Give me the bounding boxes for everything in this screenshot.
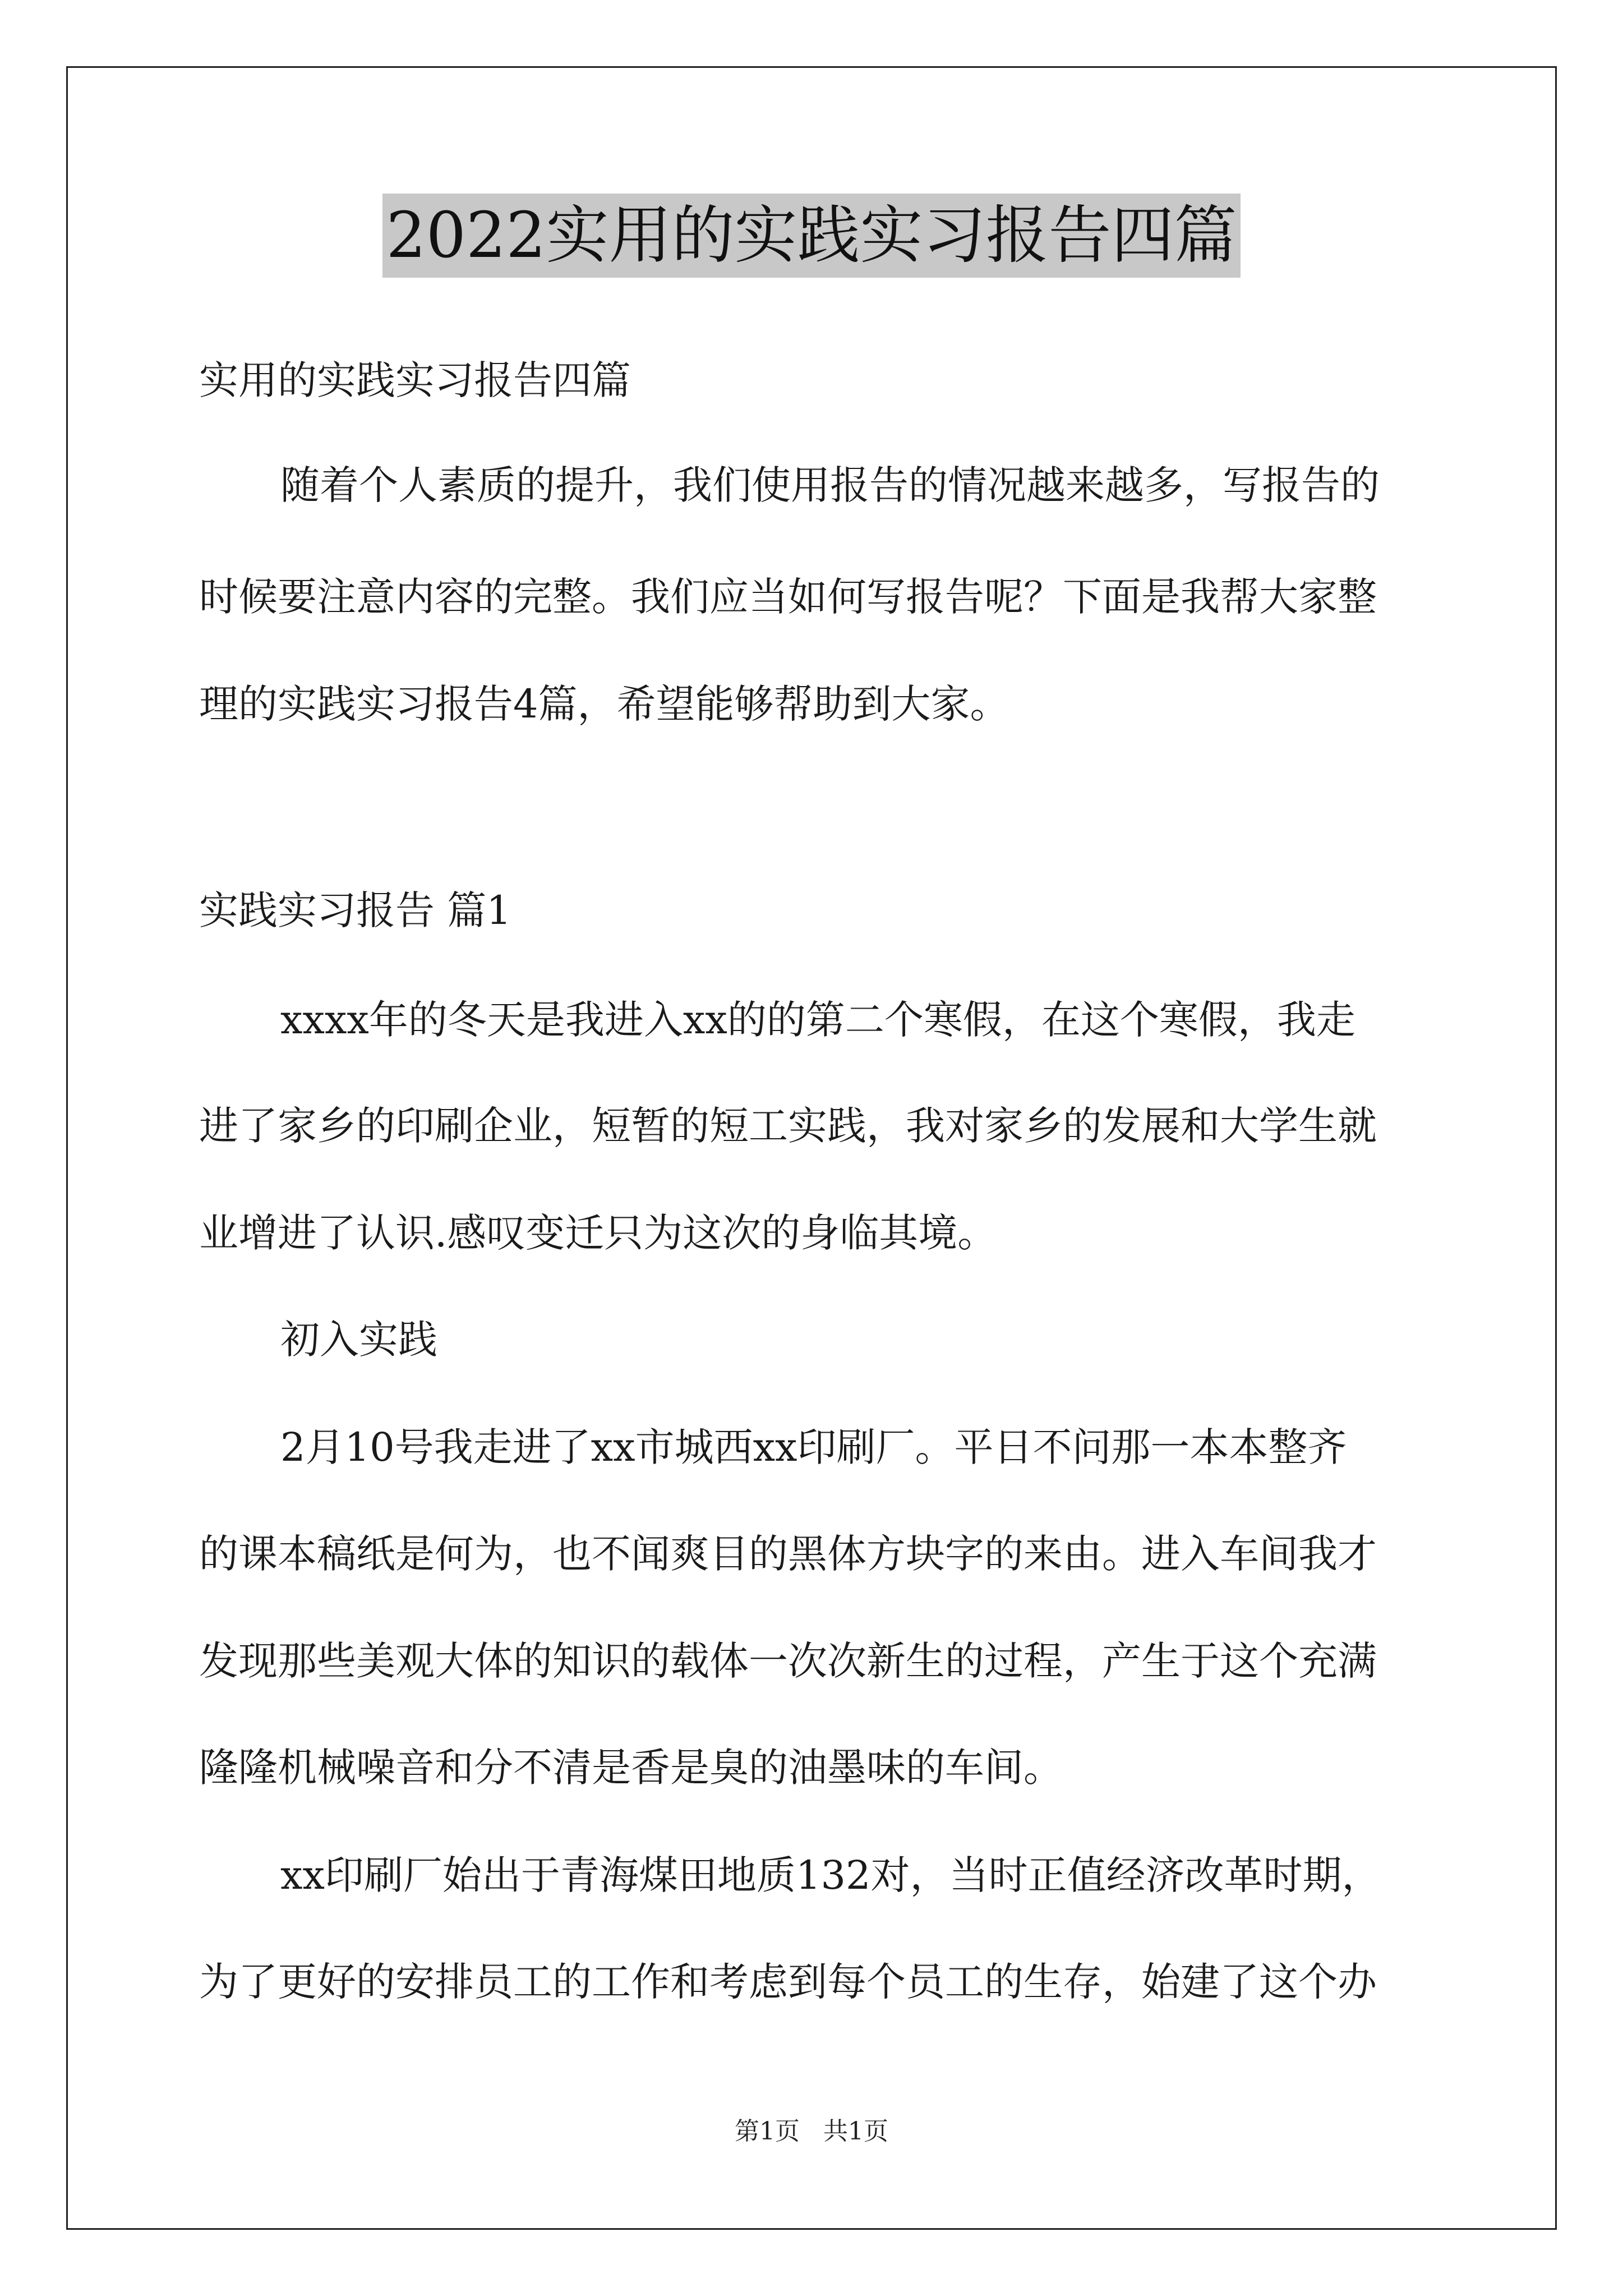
paragraph-line: 为了更好的安排员工的工作和考虑到每个员工的生存，始建了这个办 bbox=[199, 1959, 1377, 2005]
title-container bbox=[0, 194, 1623, 278]
subtitle-line: 实用的实践实习报告四篇 bbox=[199, 357, 631, 403]
paragraph-line: 进了家乡的印刷企业，短暂的短工实践，我对家乡的发展和大学生就 bbox=[199, 1103, 1377, 1149]
subsection-heading: 初入实践 bbox=[280, 1317, 437, 1363]
paragraph-line: 发现那些美观大体的知识的载体一次次新生的过程，产生于这个充满 bbox=[199, 1638, 1377, 1684]
document-title: 2022实用的实践实习报告四篇 bbox=[382, 194, 1240, 278]
page-total: 共1页 bbox=[823, 2117, 888, 2146]
section-heading: 实践实习报告 篇1 bbox=[199, 887, 511, 933]
paragraph-line: 理的实践实习报告4篇，希望能够帮助到大家。 bbox=[199, 681, 1009, 727]
paragraph-line: 2月10号我走进了xx市城西xx印刷厂。平日不问那一本本整齐 bbox=[280, 1424, 1347, 1470]
page-footer bbox=[0, 2115, 1623, 2148]
paragraph-line: 隆隆机械噪音和分不清是香是臭的油墨味的车间。 bbox=[199, 1745, 1063, 1791]
page-number: 第1页 bbox=[735, 2117, 800, 2146]
paragraph-line: xx印刷厂始出于青海煤田地质132对，当时正值经济改革时期， bbox=[280, 1852, 1381, 1898]
paragraph-line: 随着个人素质的提升，我们使用报告的情况越来越多，写报告的 bbox=[280, 462, 1380, 508]
paragraph-line: xxxx年的冬天是我进入xx的的第二个寒假，在这个寒假，我走 bbox=[280, 997, 1355, 1043]
paragraph-line: 时候要注意内容的完整。我们应当如何写报告呢？下面是我帮大家整 bbox=[199, 574, 1377, 620]
paragraph-line: 的课本稿纸是何为，也不闻爽目的黑体方块字的来由。进入车间我才 bbox=[199, 1531, 1377, 1577]
paragraph-line: 业增进了认识.感叹变迁只为这次的身临其境。 bbox=[199, 1210, 997, 1256]
